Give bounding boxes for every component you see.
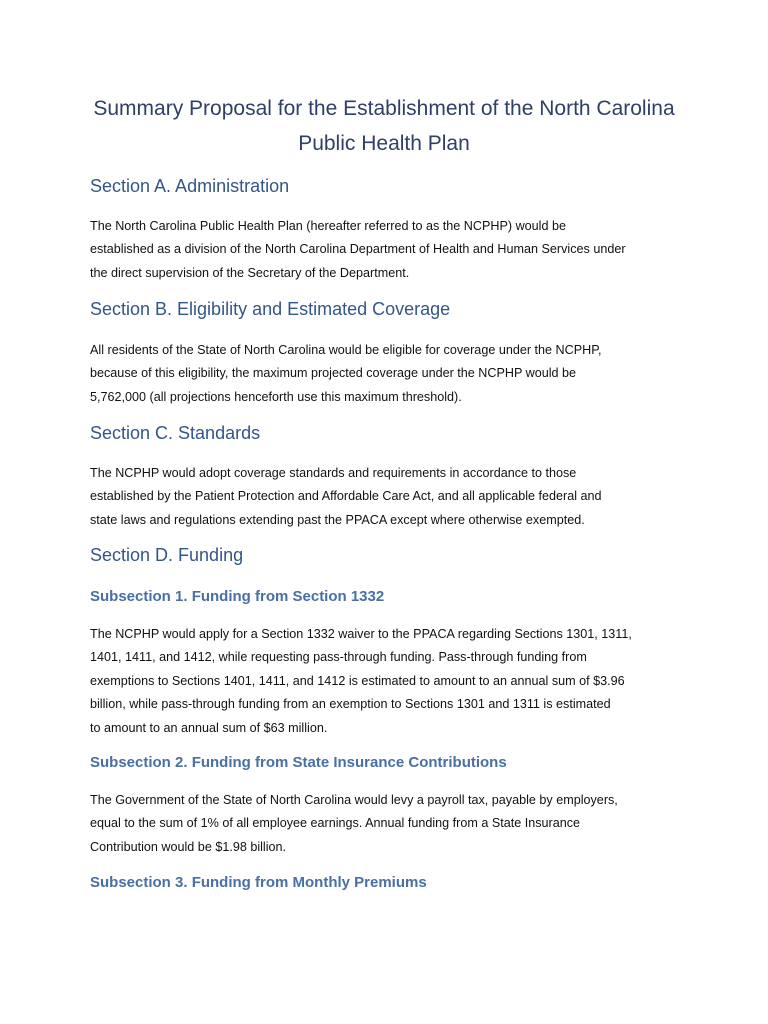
paragraph-line: The NCPHP would adopt coverage standards and requirements in accordance to those [90, 466, 577, 480]
section-b-heading: Section B. Eligibility and Estimated Coverage [90, 299, 451, 319]
paragraph-line: Contribution would be $1.98 billion. [90, 839, 287, 854]
subsection-2-paragraph [90, 789, 690, 859]
paragraph-line: The NCPHP would apply for a Section 1332 waiver to the PPACA regarding Sections 1301, 1311, [90, 627, 632, 641]
paragraph-line: The North Carolina Public Health Plan (hereafter referred to as the NCPHP) would be [90, 219, 566, 233]
section-d-heading: Section D. Funding [90, 545, 244, 565]
subsection-1-heading: Subsection 1. Funding from Section 1332 [90, 588, 385, 605]
subsection-1-paragraph [90, 623, 690, 740]
section-b-paragraph [90, 339, 690, 409]
paragraph-line: to amount to an annual sum of $63 million. [90, 720, 328, 735]
paragraph-line: exemptions to Sections 1401, 1411, and 1412 is estimated to amount to an annual sum of $3.96 [90, 673, 625, 688]
paragraph-line: equal to the sum of 1% of all employee earnings. Annual funding from a State Insurance [90, 816, 581, 831]
document-title-line2: Public Health Plan [298, 132, 470, 155]
section-c-paragraph [90, 462, 690, 532]
paragraph-line: All residents of the State of North Carolina would be eligible for coverage under the NCPHP, [90, 343, 602, 357]
subsection-2-heading: Subsection 2. Funding from State Insurance Contributions [90, 754, 507, 771]
section-a-heading: Section A. Administration [90, 176, 290, 196]
paragraph-line: billion, while pass-through funding from an exemption to Sections 1301 and 1311 is estimated [90, 697, 611, 712]
paragraph-line: the direct supervision of the Secretary of the Department. [90, 265, 410, 280]
paragraph-line: established by the Patient Protection and Affordable Care Act, and all applicable federal and [90, 489, 602, 504]
paragraph-line: 5,762,000 (all projections henceforth use this maximum threshold). [90, 389, 462, 404]
paragraph-line: The Government of the State of North Carolina would levy a payroll tax, payable by employers, [90, 793, 618, 807]
paragraph-line: 1401, 1411, and 1412, while requesting pass-through funding. Pass-through funding from [90, 650, 587, 665]
paragraph-line: state laws and regulations extending past the PPACA except where otherwise exempted. [90, 512, 585, 527]
document-title-line1: Summary Proposal for the Establishment of the North Carolina [93, 97, 675, 120]
section-c-heading: Section C. Standards [90, 423, 261, 443]
paragraph-line: established as a division of the North Carolina Department of Health and Human Services under [90, 242, 626, 257]
section-a-paragraph [90, 215, 690, 285]
subsection-3-heading: Subsection 3. Funding from Monthly Premiums [90, 874, 427, 891]
paragraph-line: because of this eligibility, the maximum projected coverage under the NCPHP would be [90, 366, 577, 381]
